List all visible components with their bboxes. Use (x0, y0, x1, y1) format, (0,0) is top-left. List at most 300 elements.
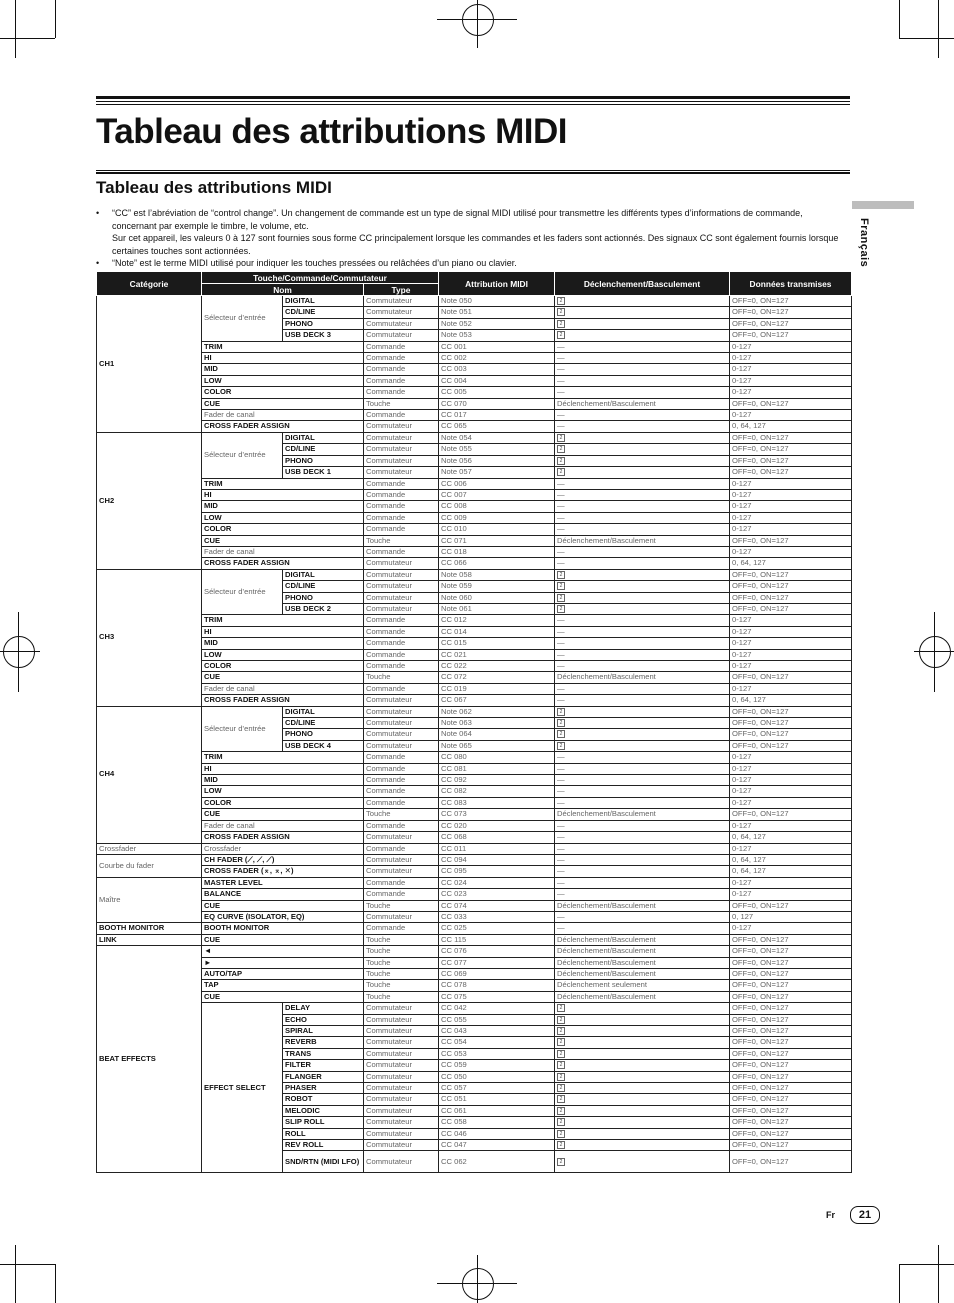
cell-type: Commutateur (364, 1117, 439, 1128)
registration-mark-icon (934, 612, 935, 692)
cell-type: Commande (364, 649, 439, 660)
cell-midi: Note 064 (439, 729, 555, 740)
toggle-icon: 2 (557, 320, 565, 328)
table-row (97, 900, 852, 911)
cell-name: CROSS FADER ASSIGN (202, 832, 364, 843)
table-row (97, 546, 852, 557)
cell-midi: Note 065 (439, 740, 555, 751)
cell-trigger (555, 330, 730, 341)
toggle-icon: 2 (557, 308, 565, 316)
cell-data: 0-127 (730, 649, 852, 660)
cell-trigger: — (555, 843, 730, 854)
cell-midi: CC 009 (439, 512, 555, 523)
cell-trigger (555, 1003, 730, 1014)
cell-midi: CC 017 (439, 410, 555, 421)
cell-trigger: Déclenchement/Basculement (555, 398, 730, 409)
cell-type: Commutateur (364, 1060, 439, 1071)
table-row (97, 786, 852, 797)
cell-midi: Note 062 (439, 706, 555, 717)
cell-midi: CC 074 (439, 900, 555, 911)
table-row (97, 524, 852, 535)
toggle-icon: 2 (557, 1107, 565, 1115)
cell-name: EQ CURVE (ISOLATOR, EQ) (202, 911, 364, 922)
registration-mark-icon (477, 0, 478, 48)
cell-trigger: Déclenchement/Basculement (555, 900, 730, 911)
cell-data: OFF=0, ON=127 (730, 467, 852, 478)
cell-subname: ECHO (283, 1014, 364, 1025)
cell-midi: CC 058 (439, 1117, 555, 1128)
cell-name: BALANCE (202, 889, 364, 900)
table-row (97, 432, 852, 443)
cell-subname: ROBOT (283, 1094, 364, 1105)
cell-data: OFF=0, ON=127 (730, 946, 852, 957)
header-trigger: Déclenchement/Basculement (555, 272, 730, 296)
toggle-icon: 2 (557, 1004, 565, 1012)
cell-type: Touche (364, 980, 439, 991)
cell-subname: DELAY (283, 1003, 364, 1014)
toggle-icon: 2 (557, 1027, 565, 1035)
cell-midi: CC 057 (439, 1083, 555, 1094)
cell-trigger: — (555, 501, 730, 512)
registration-mark-icon (462, 4, 494, 36)
cell-subname: PHASER (283, 1083, 364, 1094)
cell-type: Commutateur (364, 1151, 439, 1173)
cell-type: Touche (364, 672, 439, 683)
cell-type: Touche (364, 900, 439, 911)
toggle-icon: 2 (557, 742, 565, 750)
cell-midi: Note 053 (439, 330, 555, 341)
cell-midi: Note 050 (439, 296, 555, 307)
cell-name: MID (202, 638, 364, 649)
cell-data: 0, 64, 127 (730, 695, 852, 706)
cell-trigger (555, 1140, 730, 1151)
cell-type: Commutateur (364, 706, 439, 717)
cell-type: Commutateur (364, 1048, 439, 1059)
cell-name: Fader de canal (202, 683, 364, 694)
crop-mark (899, 0, 900, 38)
cell-data: 0-127 (730, 524, 852, 535)
title-rule (96, 170, 850, 174)
table-row (97, 854, 852, 865)
toggle-icon: 2 (557, 571, 565, 579)
cell-type: Commutateur (364, 444, 439, 455)
cell-midi: CC 025 (439, 923, 555, 934)
cell-midi: CC 072 (439, 672, 555, 683)
header-type: Type (364, 284, 439, 296)
cell-type: Commutateur (364, 911, 439, 922)
cell-type: Touche (364, 946, 439, 957)
cell-name: HI (202, 353, 364, 364)
cell-type: Commande (364, 615, 439, 626)
table-row (97, 387, 852, 398)
table-row (97, 672, 852, 683)
cell-data: OFF=0, ON=127 (730, 934, 852, 945)
cell-category: BEAT EFFECTS (97, 946, 202, 1173)
table-row (97, 661, 852, 672)
table-row (97, 946, 852, 957)
cell-data: OFF=0, ON=127 (730, 1117, 852, 1128)
cell-data: OFF=0, ON=127 (730, 603, 852, 614)
cell-data: 0-127 (730, 387, 852, 398)
cell-type: Commande (364, 387, 439, 398)
cell-type: Commande (364, 341, 439, 352)
cell-category: CH1 (97, 296, 202, 433)
cell-midi: Note 052 (439, 318, 555, 329)
cell-type: Commande (364, 763, 439, 774)
cell-data: OFF=0, ON=127 (730, 318, 852, 329)
cell-data: 0-127 (730, 353, 852, 364)
cell-trigger: — (555, 911, 730, 922)
table-row (97, 410, 852, 421)
table-row (97, 923, 852, 934)
cell-name: HI (202, 489, 364, 500)
bullet-item (96, 257, 846, 270)
cell-trigger: Déclenchement/Basculement (555, 957, 730, 968)
cell-midi: CC 047 (439, 1140, 555, 1151)
cell-midi: CC 042 (439, 1003, 555, 1014)
cell-type: Touche (364, 957, 439, 968)
cell-midi: CC 020 (439, 820, 555, 831)
cell-midi: Note 054 (439, 432, 555, 443)
cell-data: 0-127 (730, 478, 852, 489)
toggle-icon: 2 (557, 1061, 565, 1069)
table-row (97, 501, 852, 512)
toggle-icon: 2 (557, 730, 565, 738)
cell-midi: CC 022 (439, 661, 555, 672)
cell-data: OFF=0, ON=127 (730, 1128, 852, 1139)
cell-type: Commande (364, 353, 439, 364)
cell-midi: CC 050 (439, 1071, 555, 1082)
page-title: Tableau des attributions MIDI (96, 112, 568, 151)
cell-type: Commutateur (364, 1083, 439, 1094)
cell-type: Commutateur (364, 1071, 439, 1082)
cell-type: Commande (364, 775, 439, 786)
header-rule (96, 96, 850, 105)
cell-type: Commande (364, 889, 439, 900)
cell-name: LOW (202, 649, 364, 660)
cell-midi: CC 055 (439, 1014, 555, 1025)
table-row (97, 957, 852, 968)
cell-trigger (555, 1037, 730, 1048)
crop-mark (55, 1264, 56, 1303)
cell-name: Fader de canal (202, 546, 364, 557)
cell-midi: CC 076 (439, 946, 555, 957)
cell-midi: CC 007 (439, 489, 555, 500)
cell-midi: CC 021 (439, 649, 555, 660)
cell-type: Commande (364, 752, 439, 763)
cell-type: Commutateur (364, 854, 439, 865)
toggle-icon: 2 (557, 605, 565, 613)
cell-name: MID (202, 501, 364, 512)
cell-name: CUE (202, 672, 364, 683)
cell-data: 0, 64, 127 (730, 421, 852, 432)
cell-trigger: Déclenchement seulement (555, 980, 730, 991)
cell-trigger (555, 1105, 730, 1116)
cell-midi: Note 055 (439, 444, 555, 455)
cell-name: TRIM (202, 752, 364, 763)
cell-midi: CC 015 (439, 638, 555, 649)
cell-trigger (555, 1117, 730, 1128)
table-row (97, 1003, 852, 1014)
cell-name: MASTER LEVEL (202, 877, 364, 888)
cell-subname: SLIP ROLL (283, 1117, 364, 1128)
language-label: Français (858, 218, 870, 268)
cell-data: 0-127 (730, 752, 852, 763)
cell-name: CUE (202, 900, 364, 911)
cell-midi: CC 006 (439, 478, 555, 489)
cell-data: OFF=0, ON=127 (730, 296, 852, 307)
cell-name: LOW (202, 786, 364, 797)
toggle-icon: 2 (557, 1016, 565, 1024)
cell-category: Maître (97, 877, 202, 923)
cell-type: Commande (364, 410, 439, 421)
cell-midi: CC 024 (439, 877, 555, 888)
cell-name: LOW (202, 512, 364, 523)
cell-midi: Note 051 (439, 307, 555, 318)
cell-name: COLOR (202, 387, 364, 398)
cell-name: COLOR (202, 661, 364, 672)
cell-type: Commande (364, 478, 439, 489)
cell-midi: CC 011 (439, 843, 555, 854)
cell-type: Touche (364, 809, 439, 820)
cell-trigger (555, 740, 730, 751)
cell-midi: CC 115 (439, 934, 555, 945)
cell-type: Commutateur (364, 1128, 439, 1139)
cell-data: OFF=0, ON=127 (730, 980, 852, 991)
crop-mark (899, 1264, 900, 1303)
cell-trigger (555, 1151, 730, 1173)
cell-data: 0-127 (730, 546, 852, 557)
cell-trigger: — (555, 820, 730, 831)
cell-trigger: — (555, 923, 730, 934)
cell-midi: Note 063 (439, 718, 555, 729)
cell-trigger: — (555, 786, 730, 797)
toggle-icon: 2 (557, 1130, 565, 1138)
cell-data: OFF=0, ON=127 (730, 900, 852, 911)
cell-name: TRIM (202, 341, 364, 352)
cell-name: Fader de canal (202, 410, 364, 421)
crop-mark (0, 1264, 55, 1265)
cell-subname: CD/LINE (283, 307, 364, 318)
cell-data: OFF=0, ON=127 (730, 398, 852, 409)
cell-data: 0, 64, 127 (730, 832, 852, 843)
cell-trigger: — (555, 353, 730, 364)
crop-mark (55, 0, 56, 38)
table-row (97, 706, 852, 717)
cell-name: Fader de canal (202, 820, 364, 831)
registration-mark-icon (477, 1255, 478, 1303)
cell-midi: CC 018 (439, 546, 555, 557)
cell-data: 0-127 (730, 638, 852, 649)
cell-name: Sélecteur d’entrée (202, 706, 283, 752)
cell-subname: MELODIC (283, 1105, 364, 1116)
cell-midi: CC 033 (439, 911, 555, 922)
cell-midi: CC 069 (439, 968, 555, 979)
cell-data: OFF=0, ON=127 (730, 444, 852, 455)
cell-midi: CC 092 (439, 775, 555, 786)
table-row (97, 889, 852, 900)
toggle-icon: 2 (557, 297, 565, 305)
cell-name: EFFECT SELECT (202, 1003, 283, 1173)
cell-data: OFF=0, ON=127 (730, 569, 852, 580)
cell-trigger (555, 592, 730, 603)
cell-trigger: — (555, 797, 730, 808)
cell-trigger: — (555, 683, 730, 694)
cell-data: 0-127 (730, 797, 852, 808)
cell-midi: CC 019 (439, 683, 555, 694)
cell-data: OFF=0, ON=127 (730, 1037, 852, 1048)
table-row (97, 763, 852, 774)
cell-data: OFF=0, ON=127 (730, 957, 852, 968)
cell-name: LOW (202, 375, 364, 386)
cell-trigger (555, 718, 730, 729)
toggle-icon: 2 (557, 434, 565, 442)
toggle-icon: 2 (557, 719, 565, 727)
toggle-icon: 2 (557, 1084, 565, 1092)
cell-type: Commutateur (364, 569, 439, 580)
toggle-icon: 2 (557, 582, 565, 590)
cell-midi: Note 057 (439, 467, 555, 478)
cell-subname: PHONO (283, 592, 364, 603)
cell-type: Commutateur (364, 740, 439, 751)
cell-name: Sélecteur d’entrée (202, 296, 283, 342)
cell-trigger (555, 706, 730, 717)
cell-trigger (555, 581, 730, 592)
cell-trigger: — (555, 661, 730, 672)
cell-data: 0-127 (730, 501, 852, 512)
cell-subname: FLANGER (283, 1071, 364, 1082)
cell-midi: CC 002 (439, 353, 555, 364)
registration-mark-icon (919, 636, 951, 668)
crop-mark (938, 1245, 939, 1303)
cell-name: BOOTH MONITOR (202, 923, 364, 934)
toggle-icon: 2 (557, 1158, 565, 1166)
table-row (97, 866, 852, 877)
cell-name: CUE (202, 809, 364, 820)
cell-data: OFF=0, ON=127 (730, 1071, 852, 1082)
cell-trigger: — (555, 489, 730, 500)
cell-name: ◄ (202, 946, 364, 957)
cell-trigger: — (555, 854, 730, 865)
table-row (97, 569, 852, 580)
cell-name: MID (202, 364, 364, 375)
cell-name: CUE (202, 934, 364, 945)
cell-trigger: — (555, 775, 730, 786)
cell-name: Crossfader (202, 843, 364, 854)
cell-midi: CC 054 (439, 1037, 555, 1048)
cell-data: 0-127 (730, 923, 852, 934)
cell-name: Sélecteur d’entrée (202, 569, 283, 615)
cell-midi: CC 061 (439, 1105, 555, 1116)
toggle-icon: 2 (557, 468, 565, 476)
cell-name: COLOR (202, 797, 364, 808)
cell-subname: DIGITAL (283, 706, 364, 717)
cell-midi: CC 062 (439, 1151, 555, 1173)
cell-subname: CD/LINE (283, 718, 364, 729)
cell-subname: DIGITAL (283, 432, 364, 443)
cell-midi: CC 043 (439, 1026, 555, 1037)
crop-mark (15, 0, 16, 58)
header-category: Catégorie (97, 272, 202, 296)
registration-mark-icon (18, 612, 19, 692)
page-number: 21 (850, 1206, 880, 1224)
bullet-icon: • (96, 208, 100, 218)
cell-data: 0-127 (730, 889, 852, 900)
cell-data: OFF=0, ON=127 (730, 1003, 852, 1014)
cell-subname: TRANS (283, 1048, 364, 1059)
table-row (97, 695, 852, 706)
cell-midi: CC 073 (439, 809, 555, 820)
section-title: Tableau des attributions MIDI (96, 178, 332, 197)
cell-midi: CC 080 (439, 752, 555, 763)
cell-trigger: — (555, 626, 730, 637)
registration-mark-icon (462, 1268, 494, 1300)
header-midi: Attribution MIDI (439, 272, 555, 296)
cell-category: CH2 (97, 432, 202, 569)
cell-trigger: Déclenchement/Basculement (555, 934, 730, 945)
cell-midi: CC 046 (439, 1128, 555, 1139)
cell-data: OFF=0, ON=127 (730, 455, 852, 466)
cell-trigger: — (555, 752, 730, 763)
cell-trigger: Déclenchement/Basculement (555, 672, 730, 683)
cell-data: 0, 64, 127 (730, 854, 852, 865)
crop-mark (0, 38, 55, 39)
cell-trigger: — (555, 615, 730, 626)
table-row (97, 558, 852, 569)
table-row (97, 980, 852, 991)
cell-type: Commutateur (364, 330, 439, 341)
table-row (97, 809, 852, 820)
cell-data: 0-127 (730, 661, 852, 672)
cell-trigger (555, 1094, 730, 1105)
cell-type: Commutateur (364, 592, 439, 603)
table-row (97, 752, 852, 763)
cell-trigger: — (555, 364, 730, 375)
table-row (97, 843, 852, 854)
cell-category: BOOTH MONITOR (97, 923, 202, 934)
cell-name: TRIM (202, 615, 364, 626)
cell-type: Commutateur (364, 1026, 439, 1037)
cell-data: OFF=0, ON=127 (730, 592, 852, 603)
bullet-text: Sur cet appareil, les valeurs 0 à 127 sont fournies sous forme CC principalement lorsque les commandes et les faders sont actionnés. Des signaux CC sont également fournis lorsque certaines touches sont actionnées. (112, 233, 839, 256)
cell-type: Commutateur (364, 558, 439, 569)
cell-trigger: — (555, 410, 730, 421)
toggle-icon: 2 (557, 1118, 565, 1126)
cell-trigger: — (555, 387, 730, 398)
cell-trigger (555, 467, 730, 478)
cell-data: OFF=0, ON=127 (730, 729, 852, 740)
table-row (97, 649, 852, 660)
cell-data: OFF=0, ON=127 (730, 1014, 852, 1025)
cell-type: Touche (364, 398, 439, 409)
cell-trigger: Déclenchement/Basculement (555, 809, 730, 820)
cell-midi: Note 058 (439, 569, 555, 580)
crop-mark (15, 1245, 16, 1303)
cell-type: Commutateur (364, 307, 439, 318)
cell-midi: CC 077 (439, 957, 555, 968)
cell-data: OFF=0, ON=127 (730, 809, 852, 820)
cell-midi: CC 053 (439, 1048, 555, 1059)
cell-type: Commutateur (364, 467, 439, 478)
cell-type: Commande (364, 512, 439, 523)
table-row (97, 683, 852, 694)
table-row (97, 877, 852, 888)
cell-data: OFF=0, ON=127 (730, 991, 852, 1002)
cell-type: Touche (364, 991, 439, 1002)
cell-data: OFF=0, ON=127 (730, 330, 852, 341)
cell-data: 0-127 (730, 512, 852, 523)
table-row (97, 615, 852, 626)
